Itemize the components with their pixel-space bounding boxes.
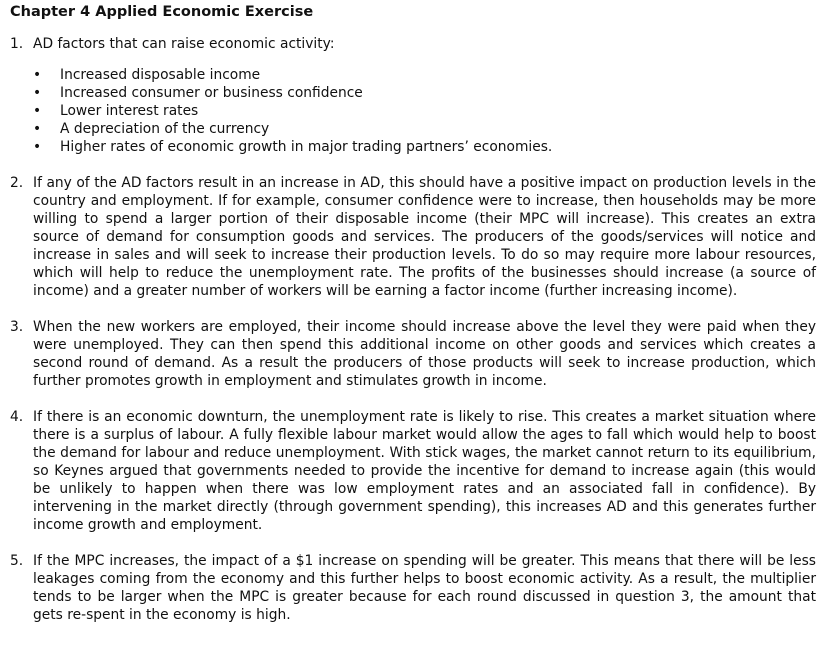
question-number: 3.	[10, 319, 24, 335]
list-item: • Lower interest rates	[33, 102, 816, 120]
question-number: 5.	[10, 553, 24, 569]
list-item: • Increased disposable income	[33, 66, 816, 84]
question-number: 4.	[10, 409, 24, 425]
list-item: • Increased consumer or business confidence	[33, 84, 816, 102]
question-item-2	[10, 174, 816, 300]
question-item-4	[10, 408, 816, 534]
question-number: 2.	[10, 175, 24, 191]
question-item-3	[10, 318, 816, 390]
question-text: If any of the AD factors result in an increase in AD, this should have a positive impact on production levels in the country and employment. If for example, consumer confidence were to increase, then households may be more willing to spend a larger portion of their disposable income (their MPC will increase). This creates an extra source of demand for consumption goods and services. The producers of the goods/services will notice and increase in sales and will seek to increase their production levels. To do so may require more labour resources, which will help to reduce the unemployment rate. The profits of the businesses should increase (a source of income) and a greater number of workers will be earning a factor income (further increasing income).	[33, 175, 816, 299]
question-text: If the MPC increases, the impact of a $1 increase on spending will be greater. This means that there will be less leakages coming from the economy and this further helps to boost economic activity. As a result, the multiplier tends to be larger when the MPC is greater because for each round discussed in question 3, the amount that gets re-spent in the economy is high.	[33, 553, 816, 623]
question-list	[10, 35, 816, 624]
question-text: AD factors that can raise economic activity:	[33, 36, 335, 52]
list-item: • A depreciation of the currency	[33, 120, 816, 138]
question-text: When the new workers are employed, their income should increase above the level they were paid when they were unemployed. They can then spend this additional income on other goods and services which creates a second round of demand. As a result the producers of those products will seek to increase production, which further promotes growth in employment and stimulates growth in income.	[33, 319, 816, 389]
question-item-5	[10, 552, 816, 624]
document-title: Chapter 4 Applied Economic Exercise	[10, 4, 314, 20]
question-item-1	[10, 35, 816, 156]
ad-factors-list	[33, 66, 816, 156]
list-item: • Higher rates of economic growth in major trading partners’ economies.	[33, 138, 816, 156]
question-text: If there is an economic downturn, the unemployment rate is likely to rise. This creates a market situation where there is a surplus of labour. A fully flexible labour market would allow the ages to fall which would help to boost the demand for labour and reduce unemployment. With stick wages, the market cannot return to its equilibrium, so Keynes argued that governments needed to provide the incentive for demand to increase again (this would be unlikely to happen when there was low employment rates and an associated fall in confidence). By intervening in the market directly (through government spending), this increases AD and this generates further income growth and employment.	[33, 409, 816, 533]
question-number: 1.	[10, 36, 24, 52]
